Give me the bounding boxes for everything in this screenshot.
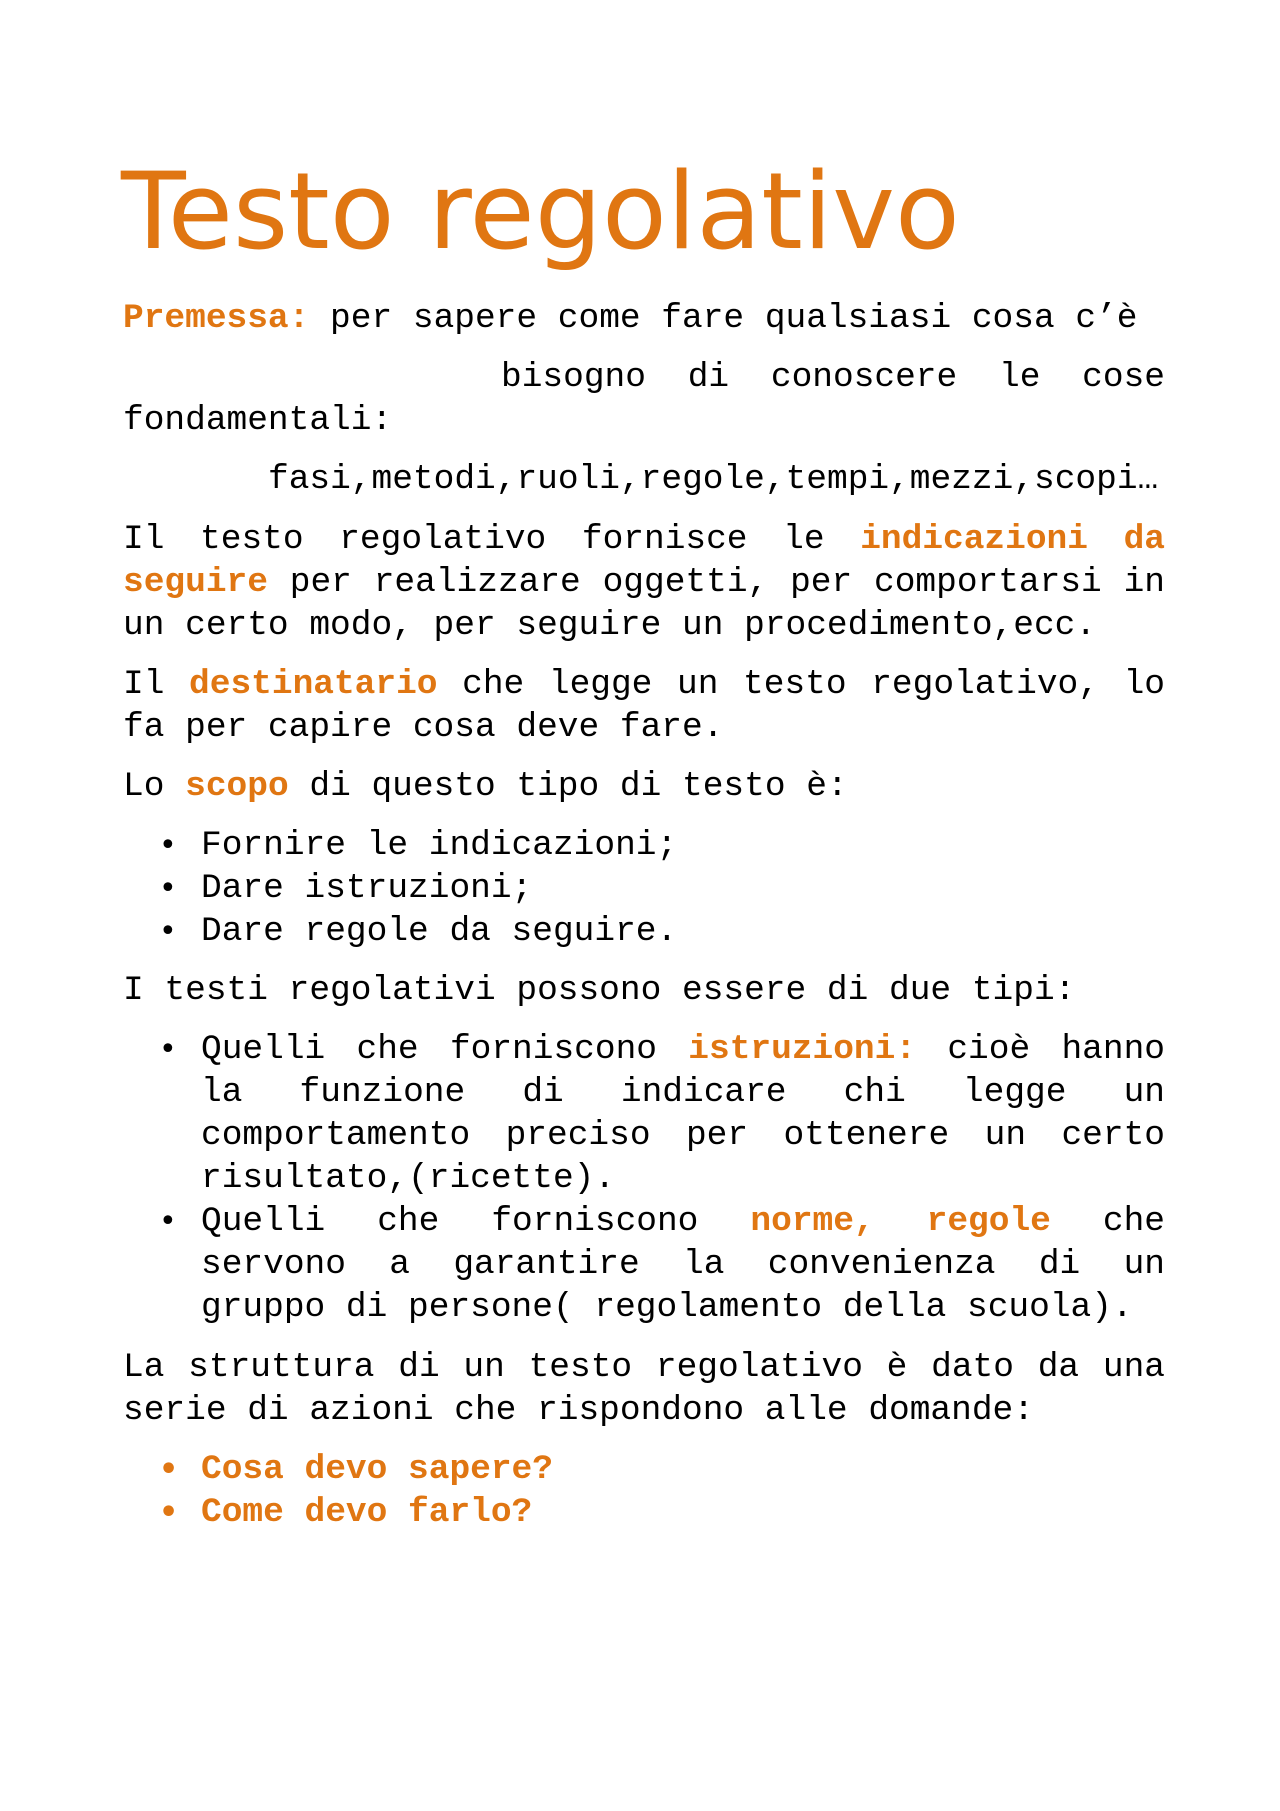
list-item: • Dare istruzioni; [159,869,533,908]
premessa-line-2 [123,356,1165,399]
paragraph-scope-after: di questo tipo di testo è: [288,767,848,806]
paragraph-definition-before: Il testo regolativo fornisce le [123,520,861,559]
paragraph-recipient-after: che legge un testo regolativo, lo fa per capire cosa deve fare. [123,665,1165,747]
list-item: • Come devo farlo? [159,1493,533,1532]
page-title: Testo regolativo [121,150,960,273]
list-item: • Quelli che forniscono norme, regole che servono a garantire la convenienza di un gruppo di persone( regolamento della scuola). [159,1202,1165,1327]
bullet-icon: • [159,1032,177,1067]
paragraph-definition-highlight: indicazioni da seguire [123,520,1165,602]
types-list [123,1028,1165,1329]
bullet-icon: • [159,828,177,863]
bullet-icon: • [159,871,177,906]
type-instructions-highlight: istruzioni: [688,1030,917,1069]
list-item: • Dare regole da seguire. [159,912,678,951]
list-item: • Cosa devo sapere? [159,1450,553,1489]
paragraph-recipient-highlight: destinatario [189,665,438,704]
paragraph-scope-highlight: scopo [185,767,289,806]
paragraph-definition [123,518,1165,647]
premessa-text-1: per sapere come fare qualsiasi cosa c’è [309,299,1138,338]
bullet-icon: • [159,1204,177,1239]
paragraph-structure: La struttura di un testo regolativo è dato da una serie di azioni che rispondono alle domande: [123,1348,1165,1430]
bullet-icon: • [159,1495,179,1530]
paragraph-recipient [123,663,1165,749]
paragraph-definition-after: per realizzare oggetti, per comportarsi in un certo modo, per seguire un procedimento,ecc. [123,563,1165,645]
scope-list [123,824,1165,953]
paragraph-scope-before: Lo [123,767,186,806]
premessa-text-2: bisogno di conoscere le cose [501,358,1165,397]
list-item: • Quelli che forniscono istruzioni: cioè hanno la funzione di indicare chi legge un comportamento preciso per ottenere un certo risultato,(ricette). [159,1030,1165,1198]
bullet-icon: • [159,1452,179,1487]
paragraph-scope [123,765,1165,808]
premessa-label: Premessa: [123,299,310,338]
premessa-line-4: fasi,metodi,ruoli,regole,tempi,mezzi,scopi… [268,460,1159,499]
list-item: • Fornire le indicazioni; [159,826,678,865]
premessa-line-1 [123,297,1165,340]
premessa-line-3: fondamentali: [123,401,393,440]
paragraph-types: I testi regolativi possono essere di due tipi: [123,971,1076,1010]
type-rules-highlight: norme, regole [750,1202,1051,1241]
paragraph-recipient-before: Il [123,665,190,704]
bullet-icon: • [159,914,177,949]
questions-list [123,1448,1165,1534]
